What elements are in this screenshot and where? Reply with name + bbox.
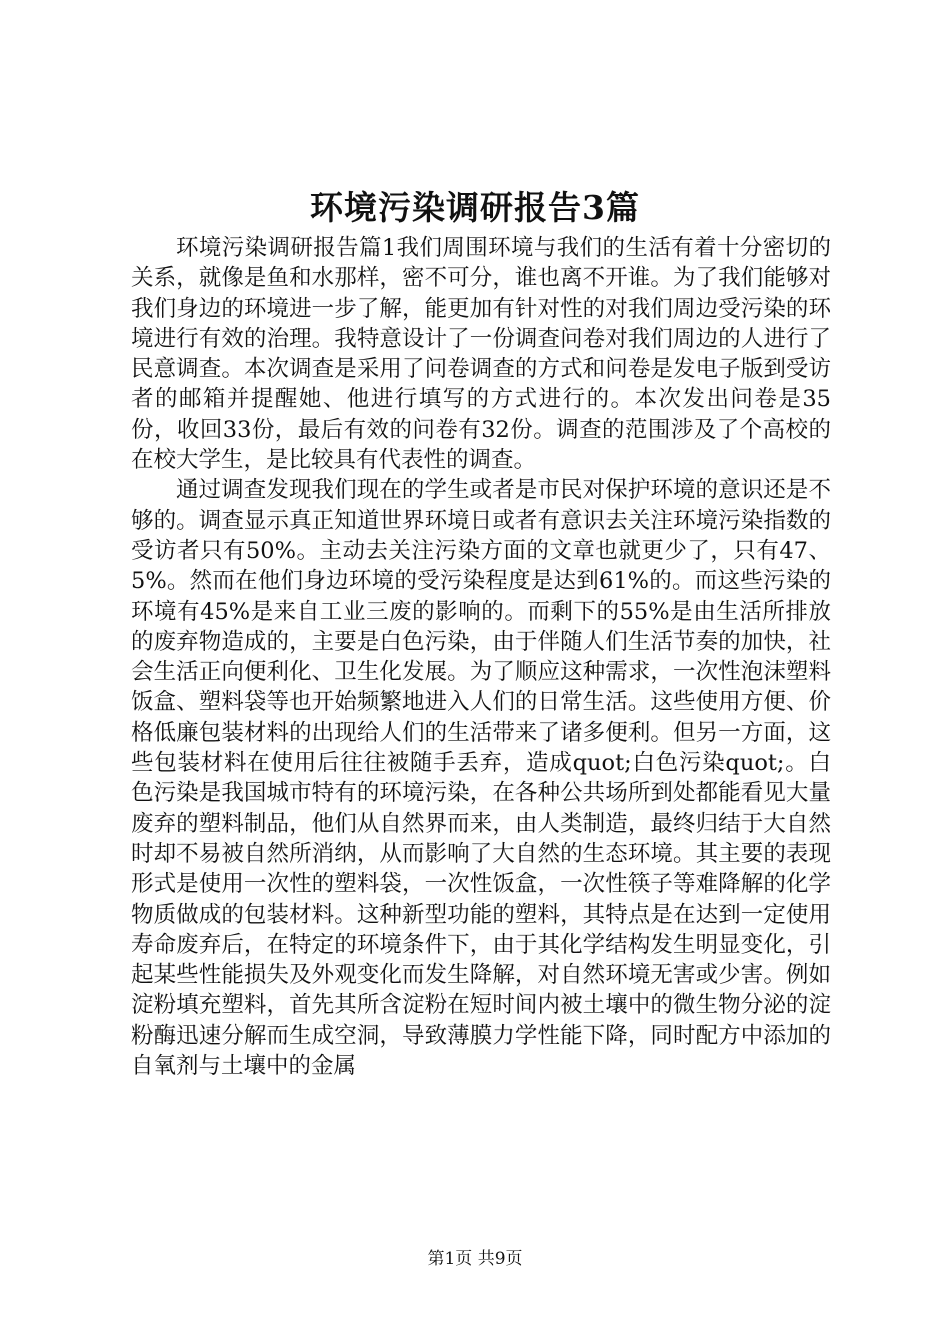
paragraph-1: 环境污染调研报告篇1我们周围环境与我们的生活有着十分密切的关系，就像是鱼和水那样，密不可分，谁也离不开谁。为了我们能够对我们身边的环境进一步了解，能更加有针对性的对我们周边受污染的环境进行有效的治理。我特意设计了一份调查问卷对我们周边的人进行了民意调查。本次调查是采用了问卷调查的方式和问卷是发电子版到受访者的邮箱并提醒她、他进行填写的方式进行的。本次发出问卷是35份，收回33份，最后有效的问卷有32份。调查的范围涉及了个高校的在校大学生，是比较具有代表性的调查。	[131, 235, 831, 474]
document-body	[131, 233, 831, 1081]
page-footer: 第1页 共9页	[427, 1249, 523, 1269]
paragraph-2: 通过调查发现我们现在的学生或者是市民对保护环境的意识还是不够的。调查显示真正知道世界环境日或者有意识去关注环境污染指数的受访者只有50%。主动去关注污染方面的文章也就更少了，只有47、5%。然而在他们身边环境的受污染程度是达到61%的。而这些污染的环境有45%是来自工业三废的影响的。而剩下的55%是由生活所排放的废弃物造成的，主要是白色污染，由于伴随人们生活节奏的加快，社会生活正向便利化、卫生化发展。为了顺应这种需求，一次性泡沫塑料饭盒、塑料袋等也开始频繁地进入人们的日常生活。这些使用方便、价格低廉包装材料的出现给人们的生活带来了诸多便利。但另一方面，这些包装材料在使用后往往被随手丢弃，造成quot;白色污染quot;。白色污染是我国城市特有的环境污染，在各种公共场所到处都能看见大量废弃的塑料制品，他们从自然界而来，由人类制造，最终归结于大自然时却不易被自然所消纳，从而影响了大自然的生态环境。其主要的表现形式是使用一次性的塑料袋，一次性饭盒，一次性筷子等难降解的化学物质做成的包装材料。这种新型功能的塑料，其特点是在达到一定使用寿命废弃后，在特定的环境条件下，由于其化学结构发生明显变化，引起某些性能损失及外观变化而发生降解，对自然环境无害或少害。例如淀粉填充塑料，首先其所含淀粉在短时间内被土壤中的微生物分泌的淀粉酶迅速分解而生成空洞，导致薄膜力学性能下降，同时配方中添加的自氧剂与土壤中的金属	[131, 477, 831, 1080]
document-title: 环境污染调研报告3篇	[310, 188, 640, 227]
